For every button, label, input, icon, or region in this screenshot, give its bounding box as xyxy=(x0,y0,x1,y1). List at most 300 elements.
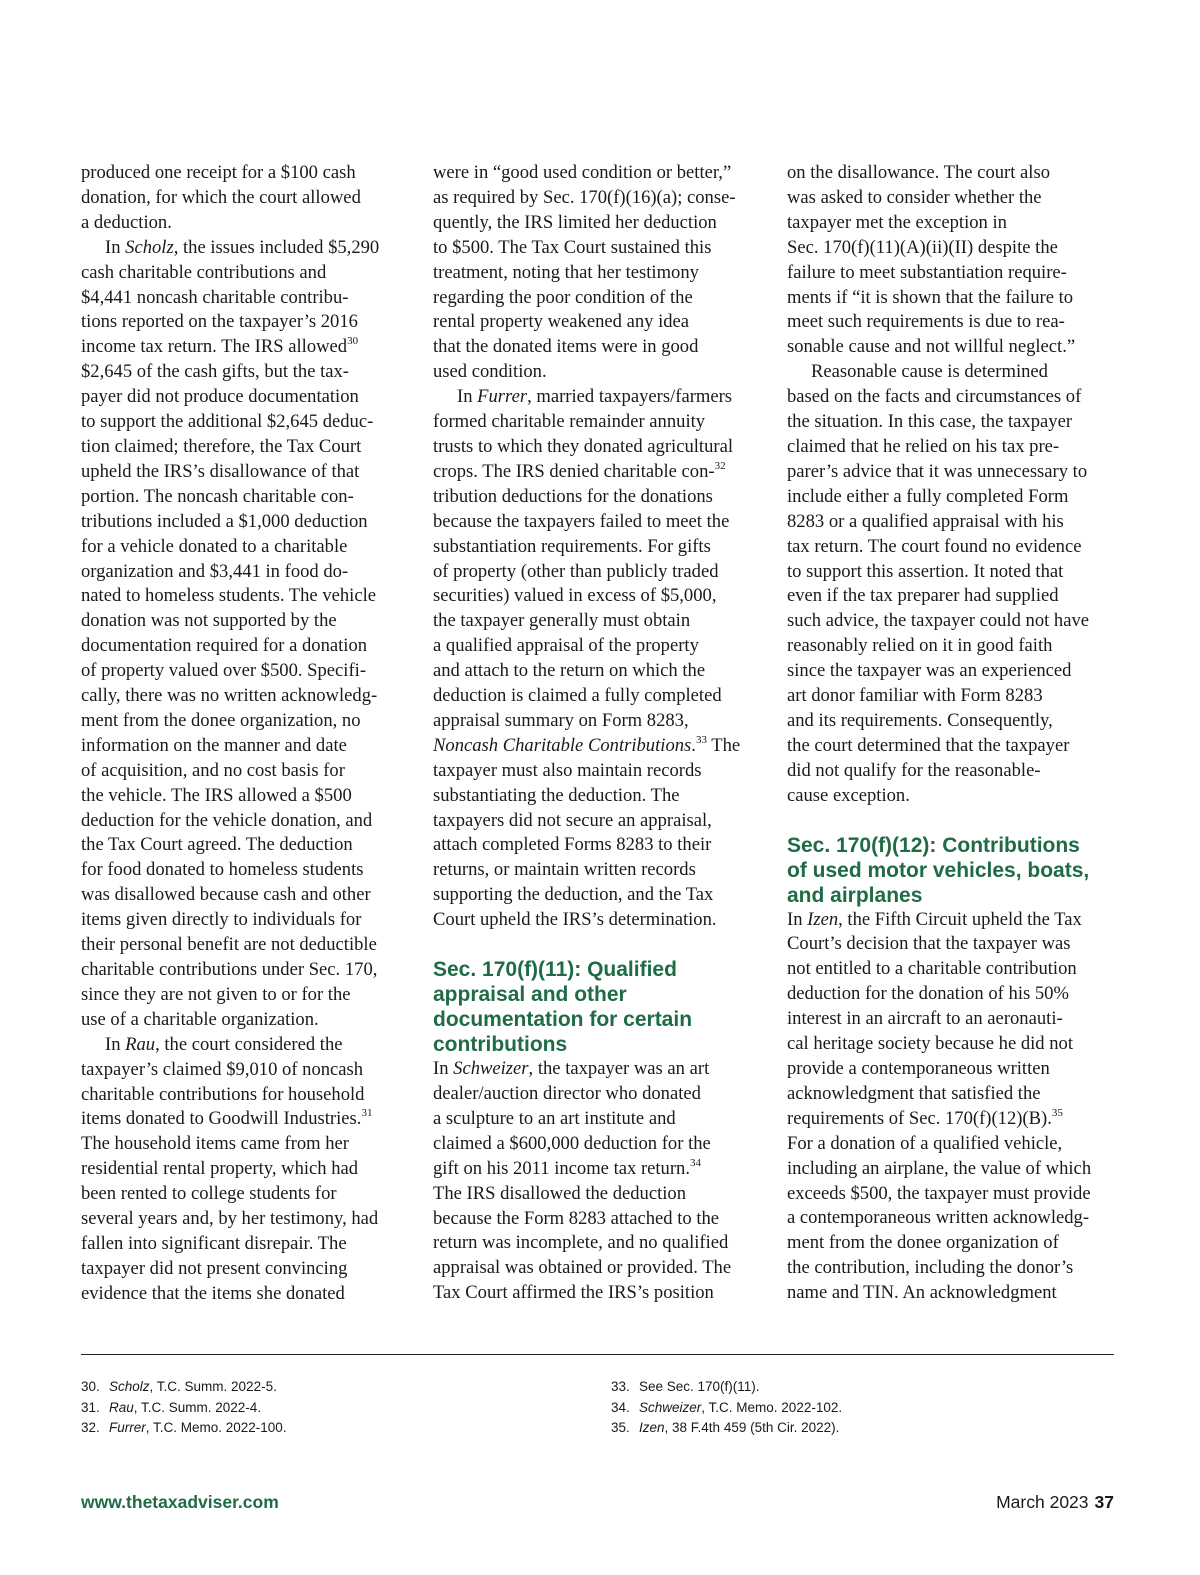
footnote-number: 32. xyxy=(81,1420,100,1435)
text-segment: even if the tax preparer had supplied xyxy=(787,585,1059,607)
text-line xyxy=(433,883,763,908)
text-line xyxy=(81,809,409,834)
text-segment: regarding the poor condition of the xyxy=(433,286,693,308)
text-line xyxy=(81,584,409,609)
text-line xyxy=(81,1132,409,1157)
text-segment: In xyxy=(105,1033,126,1055)
text-segment: of property valued over $500. Specifi- xyxy=(81,660,367,682)
text-line xyxy=(81,659,409,684)
case-name: Schweizer xyxy=(453,1058,529,1080)
text-segment: including an airplane, the value of which xyxy=(787,1157,1092,1179)
text-segment: ment from the donee organization, no xyxy=(81,709,361,731)
text-segment: For a donation of a qualified vehicle, xyxy=(787,1132,1063,1154)
text-segment: reasonably relied on it in good faith xyxy=(787,635,1053,657)
text-line xyxy=(787,385,1117,410)
text-segment: substantiating the deduction. The xyxy=(433,784,680,806)
text-segment: several years and, by her testimony, had xyxy=(81,1208,379,1230)
text-segment: nated to homeless students. The vehicle xyxy=(81,585,377,607)
text-line xyxy=(81,286,409,311)
text-segment: since they are not given to or for the xyxy=(81,983,351,1005)
text-segment: payer did not produce documentation xyxy=(81,386,359,408)
text-segment: tributions included a $1,000 deduction xyxy=(81,510,368,532)
text-segment: residential rental property, which had xyxy=(81,1158,359,1180)
footnote-ref: 34 xyxy=(690,1156,701,1169)
text-line xyxy=(787,1256,1117,1281)
text-segment: substantiation requirements. For gifts xyxy=(433,535,711,557)
text-segment: taxpayers did not secure an appraisal, xyxy=(433,809,712,831)
footnote-ref: 33 xyxy=(695,733,707,746)
text-line xyxy=(787,1206,1117,1231)
text-segment: to support this assertion. It noted that xyxy=(787,560,1064,582)
text-segment: , the court considered the xyxy=(155,1033,343,1055)
text-segment: tribution deductions for the donations xyxy=(433,485,713,507)
text-segment: The IRS disallowed the deduction xyxy=(433,1182,687,1204)
text-segment: that the donated items were in good xyxy=(433,336,699,358)
text-line xyxy=(787,236,1117,261)
text-line xyxy=(433,460,763,485)
text-segment: deduction for the donation of his 50% xyxy=(787,983,1069,1005)
text-segment: the situation. In this case, the taxpayer xyxy=(787,411,1073,433)
text-segment: appraisal was obtained or provided. The xyxy=(433,1257,732,1279)
text-segment: Court upheld the IRS’s determination. xyxy=(433,909,717,931)
text-segment: were in “good used condition or better,” xyxy=(433,162,732,183)
footer-url-link[interactable]: www.thetaxadviser.com xyxy=(81,1492,279,1512)
footnote xyxy=(81,1418,561,1439)
text-segment: Reasonable cause is determined xyxy=(811,361,1048,383)
text-segment: since the taxpayer was an experienced xyxy=(787,660,1072,682)
text-line xyxy=(81,310,409,335)
text-segment: use of a charitable organization. xyxy=(81,1008,319,1030)
text-line xyxy=(433,684,763,709)
text-segment: , married taxpayers/farmers xyxy=(527,386,733,408)
text-line xyxy=(81,1008,409,1033)
text-segment: to support the additional $2,645 deduc- xyxy=(81,411,374,433)
text-segment: the vehicle. The IRS allowed a $500 xyxy=(81,784,352,806)
text-segment: the taxpayer generally must obtain xyxy=(433,610,691,632)
footnote-text: , T.C. Memo. 2022-100. xyxy=(145,1420,287,1435)
text-line xyxy=(433,485,763,510)
text-line xyxy=(81,1107,409,1132)
text-segment: a sculpture to an art institute and xyxy=(433,1107,676,1129)
text-line xyxy=(81,211,409,236)
text-line xyxy=(787,560,1117,585)
text-line xyxy=(81,1083,409,1108)
text-line xyxy=(81,634,409,659)
text-line xyxy=(81,410,409,435)
text-segment: Court’s decision that the taxpayer was xyxy=(787,933,1071,955)
footnote-ref: 32 xyxy=(714,459,726,472)
text-segment: deduction for the vehicle donation, and xyxy=(81,809,373,831)
section-heading-line: and airplanes xyxy=(787,883,923,907)
text-segment: treatment, noting that her testimony xyxy=(433,261,699,283)
text-segment: did not qualify for the reasonable- xyxy=(787,759,1041,781)
text-segment: securities) valued in excess of $5,000, xyxy=(433,585,717,607)
section-gap xyxy=(433,933,763,957)
text-line xyxy=(81,759,409,784)
text-line xyxy=(433,1132,763,1157)
case-name: Noncash Charitable Contributions xyxy=(433,734,692,756)
text-line xyxy=(81,734,409,759)
text-line xyxy=(81,1157,409,1182)
text-line xyxy=(433,1182,763,1207)
text-line xyxy=(81,1257,409,1282)
text-line xyxy=(81,1232,409,1257)
text-line xyxy=(433,809,763,834)
section-heading-line: documentation for certain xyxy=(433,1008,693,1032)
section-heading-line: Sec. 170(f)(11): Qualified xyxy=(433,958,677,982)
text-line xyxy=(433,510,763,535)
text-segment: of acquisition, and no cost basis for xyxy=(81,759,345,781)
text-segment: 8283 or a qualified appraisal with his xyxy=(787,510,1064,532)
text-line xyxy=(787,485,1117,510)
text-segment: . xyxy=(691,734,696,756)
section-gap xyxy=(787,809,1117,833)
text-segment: claimed that he relied on his tax pre- xyxy=(787,435,1060,457)
text-segment: quently, the IRS limited her deduction xyxy=(433,211,717,233)
text-line xyxy=(787,1032,1117,1057)
text-segment: for a vehicle donated to a charitable xyxy=(81,535,348,557)
text-line xyxy=(81,485,409,510)
text-line xyxy=(433,734,763,759)
text-segment: taxpayer must also maintain records xyxy=(433,759,702,781)
text-line xyxy=(787,410,1117,435)
case-name: Furrer xyxy=(477,386,528,408)
text-segment: $2,645 of the cash gifts, but the tax- xyxy=(81,361,350,383)
text-segment: of property (other than publicly traded xyxy=(433,560,719,582)
text-segment: tions reported on the taxpayer’s 2016 xyxy=(81,311,358,333)
text-segment: a contemporaneous written acknowledg- xyxy=(787,1207,1090,1229)
text-segment: for food donated to homeless students xyxy=(81,859,364,881)
footnote-text: , T.C. Summ. 2022-5. xyxy=(149,1379,277,1394)
text-segment: on the disallowance. The court also xyxy=(787,162,1050,183)
text-segment: organization and $3,441 in food do- xyxy=(81,560,349,582)
text-line xyxy=(81,186,409,211)
text-segment: acknowledgment that satisfied the xyxy=(787,1082,1041,1104)
text-line xyxy=(433,709,763,734)
body-column-1 xyxy=(81,161,409,1307)
text-line xyxy=(433,1231,763,1256)
text-segment: In xyxy=(787,908,808,930)
footnote xyxy=(611,1418,1091,1439)
footnote-case-name: Izen xyxy=(639,1420,665,1435)
text-line xyxy=(81,933,409,958)
text-segment: , the taxpayer was an art xyxy=(528,1058,710,1080)
text-segment: return was incomplete, and no qualified xyxy=(433,1232,729,1254)
text-line xyxy=(787,1107,1117,1132)
text-segment: provide a contemporaneous written xyxy=(787,1058,1050,1079)
text-line xyxy=(81,1058,409,1083)
text-line xyxy=(787,1057,1117,1082)
text-line xyxy=(787,1132,1117,1157)
text-line xyxy=(787,1231,1117,1256)
text-line xyxy=(81,360,409,385)
footnote xyxy=(611,1377,1091,1398)
text-segment: requirements of Sec. 170(f)(12)(B). xyxy=(787,1107,1052,1129)
text-line xyxy=(81,261,409,286)
text-line xyxy=(433,410,763,435)
text-segment: crops. xyxy=(433,460,478,482)
footnote-number: 33. xyxy=(611,1379,630,1394)
text-line xyxy=(787,957,1117,982)
text-segment: exceeds $500, the taxpayer must provide xyxy=(787,1182,1091,1204)
text-line xyxy=(787,286,1117,311)
text-line xyxy=(787,211,1117,236)
text-segment: art donor familiar with Form 8283 xyxy=(787,685,1043,707)
footnote-case-name: Rau xyxy=(109,1399,134,1415)
section-heading-line: Sec. 170(f)(12): Contributions xyxy=(787,833,1080,857)
text-segment: and attach to the return on which the xyxy=(433,660,706,682)
text-line xyxy=(433,360,763,385)
text-segment: dealer/auction director who donated xyxy=(433,1083,701,1104)
text-line xyxy=(81,684,409,709)
text-segment: trusts to which they donated agricultural xyxy=(433,435,734,457)
footnote-ref: 35 xyxy=(1051,1106,1063,1119)
text-segment: evidence that the items she donated xyxy=(81,1282,345,1304)
body-column-3 xyxy=(787,161,1117,1306)
text-segment: In xyxy=(105,236,126,258)
text-line xyxy=(787,634,1117,659)
text-line xyxy=(81,510,409,535)
body-column-2 xyxy=(433,161,763,1306)
footnote-case-name: Scholz xyxy=(109,1379,150,1394)
footnote-number: 34. xyxy=(611,1399,630,1415)
text-line xyxy=(433,1107,763,1132)
text-line xyxy=(81,161,409,186)
text-line xyxy=(433,1207,763,1232)
text-segment: The IRS denied charitable con- xyxy=(477,460,715,482)
text-line xyxy=(787,982,1117,1007)
text-line xyxy=(787,734,1117,759)
text-line xyxy=(787,261,1117,286)
footnote-text: See Sec. 170(f)(11). xyxy=(639,1379,760,1394)
text-segment: ments if “it is shown that the failure to xyxy=(787,286,1074,308)
text-segment: taxpayer did not present convincing xyxy=(81,1257,348,1279)
case-name: Izen xyxy=(807,908,839,930)
text-line xyxy=(787,161,1117,186)
text-line xyxy=(433,560,763,585)
text-line xyxy=(81,908,409,933)
text-segment: appraisal summary on Form 8283, xyxy=(433,709,689,731)
text-segment: supporting the deduction, and the Tax xyxy=(433,884,714,906)
text-segment: Tax Court affirmed the IRS’s position xyxy=(433,1282,714,1304)
text-segment: because the taxpayers failed to meet the xyxy=(433,510,730,532)
text-segment: upheld the IRS’s disallowance of that xyxy=(81,460,360,482)
text-segment: a qualified appraisal of the property xyxy=(433,635,699,657)
text-line xyxy=(787,1281,1117,1306)
text-line xyxy=(433,310,763,335)
text-line xyxy=(787,584,1117,609)
text-line xyxy=(433,435,763,460)
text-segment: parer’s advice that it was unnecessary to xyxy=(787,460,1088,482)
footer-date: March 2023 xyxy=(996,1492,1089,1512)
text-segment: fallen into significant disrepair. The xyxy=(81,1232,347,1254)
footnotes-right xyxy=(611,1377,1091,1439)
text-line xyxy=(433,286,763,311)
text-segment: donation was not supported by the xyxy=(81,610,337,632)
text-segment: ment from the donee organization of xyxy=(787,1232,1059,1254)
text-segment: taxpayer met the exception in xyxy=(787,211,1007,233)
footnote-rule xyxy=(81,1354,1114,1355)
text-line xyxy=(787,510,1117,535)
text-segment: and its requirements. Consequently, xyxy=(787,709,1053,731)
text-segment: the Tax Court agreed. The deduction xyxy=(81,834,353,856)
text-line xyxy=(787,310,1117,335)
text-segment: gift on his 2011 income tax return. xyxy=(433,1157,690,1179)
text-line xyxy=(787,335,1117,360)
text-segment: taxpayer’s claimed $9,010 of noncash xyxy=(81,1058,364,1080)
text-line xyxy=(433,908,763,933)
text-segment: produced one receipt for a $100 cash xyxy=(81,162,356,183)
text-line xyxy=(433,634,763,659)
text-segment: meet such requirements is due to rea- xyxy=(787,311,1065,333)
text-segment: In xyxy=(457,386,478,408)
text-line xyxy=(433,236,763,261)
text-segment: include either a fully completed Form xyxy=(787,485,1069,507)
footnote-number: 35. xyxy=(611,1420,630,1435)
text-segment: returns, or maintain written records xyxy=(433,859,696,881)
footnotes-left xyxy=(81,1377,561,1439)
text-segment: failure to meet substantiation require- xyxy=(787,261,1067,283)
text-segment: because the Form 8283 attached to the xyxy=(433,1207,720,1229)
text-line xyxy=(433,833,763,858)
text-segment: charitable contributions under Sec. 170, xyxy=(81,959,378,980)
text-line xyxy=(787,709,1117,734)
footnote xyxy=(81,1398,561,1419)
text-line xyxy=(787,932,1117,957)
text-segment: interest in an aircraft to an aeronauti- xyxy=(787,1008,1063,1030)
text-line xyxy=(81,1207,409,1232)
text-segment: sonable cause and not willful neglect.” xyxy=(787,336,1076,358)
text-line xyxy=(81,435,409,460)
text-line xyxy=(433,1256,763,1281)
text-segment: tion claimed; therefore, the Tax Court xyxy=(81,435,362,457)
text-line xyxy=(433,609,763,634)
footnote-number: 30. xyxy=(81,1379,100,1394)
text-segment: used condition. xyxy=(433,361,547,383)
text-line xyxy=(433,1082,763,1107)
footnote-ref: 30 xyxy=(347,335,359,348)
text-segment: The household items came from her xyxy=(81,1133,349,1155)
text-line xyxy=(433,335,763,360)
text-segment: The xyxy=(706,734,741,756)
text-segment: , the issues included $5,290 xyxy=(173,236,380,258)
text-line xyxy=(433,659,763,684)
text-line xyxy=(433,535,763,560)
text-segment: Sec. 170(f)(11)(A)(ii)(II) despite the xyxy=(787,236,1058,258)
text-line xyxy=(81,1033,409,1058)
text-segment: portion. The noncash charitable con- xyxy=(81,485,354,507)
case-name: Scholz xyxy=(125,236,174,258)
text-segment: tax return. The court found no evidence xyxy=(787,535,1082,557)
text-segment: The IRS allowed xyxy=(216,336,348,358)
text-segment: not entitled to a charitable contribution xyxy=(787,958,1077,980)
footnote-text: , T.C. Memo. 2022-102. xyxy=(701,1399,843,1415)
page-number: 37 xyxy=(1094,1492,1114,1512)
text-line xyxy=(81,609,409,634)
text-segment: was disallowed because cash and other xyxy=(81,884,371,906)
text-line xyxy=(81,784,409,809)
text-line xyxy=(81,535,409,560)
text-segment: deduction is claimed a fully completed xyxy=(433,685,722,707)
section-heading-line: contributions xyxy=(433,1033,568,1057)
text-segment: cash charitable contributions and xyxy=(81,261,327,283)
text-segment: donation, for which the court allowed xyxy=(81,186,361,208)
section-heading-line: of used motor vehicles, boats, xyxy=(787,858,1090,882)
text-segment: items donated to Goodwill Industries. xyxy=(81,1108,362,1130)
text-line xyxy=(81,709,409,734)
text-segment: name and TIN. An acknowledgment xyxy=(787,1282,1057,1304)
text-segment: was asked to consider whether the xyxy=(787,186,1042,208)
text-segment: the court determined that the taxpayer xyxy=(787,734,1070,756)
text-line xyxy=(81,983,409,1008)
text-line xyxy=(433,1281,763,1306)
text-line xyxy=(81,1182,409,1207)
text-line xyxy=(81,460,409,485)
text-line xyxy=(433,1057,763,1082)
text-line xyxy=(433,186,763,211)
footnote-text: , T.C. Summ. 2022-4. xyxy=(133,1399,262,1415)
text-line xyxy=(433,784,763,809)
text-line xyxy=(433,1157,763,1182)
text-segment: cal heritage society because he did not xyxy=(787,1033,1074,1055)
text-line xyxy=(433,759,763,784)
text-line xyxy=(81,833,409,858)
text-segment: information on the manner and date xyxy=(81,734,347,756)
text-segment: items given directly to individuals for xyxy=(81,909,362,931)
text-line xyxy=(433,261,763,286)
text-line xyxy=(787,609,1117,634)
text-segment: a deduction. xyxy=(81,211,172,233)
text-line xyxy=(787,186,1117,211)
text-line xyxy=(81,858,409,883)
text-line xyxy=(81,883,409,908)
text-segment: formed charitable remainder annuity xyxy=(433,411,706,433)
text-line xyxy=(787,759,1117,784)
text-line xyxy=(81,1282,409,1307)
text-line xyxy=(433,858,763,883)
footnote xyxy=(611,1398,1091,1419)
text-line xyxy=(81,236,409,261)
footnote xyxy=(81,1377,561,1398)
text-segment: claimed a $600,000 deduction for the xyxy=(433,1132,711,1154)
case-name: Rau xyxy=(125,1033,156,1055)
text-line xyxy=(787,784,1117,809)
text-line xyxy=(787,659,1117,684)
text-line xyxy=(81,958,409,983)
text-segment: been rented to college students for xyxy=(81,1183,337,1205)
footnote-case-name: Schweizer xyxy=(639,1399,702,1415)
text-line xyxy=(81,385,409,410)
text-line xyxy=(787,360,1117,385)
text-line xyxy=(787,1082,1117,1107)
text-line xyxy=(433,161,763,186)
text-line xyxy=(81,335,409,360)
text-segment: cause exception. xyxy=(787,784,910,806)
text-segment: to $500. The Tax Court sustained this xyxy=(433,236,712,258)
text-line xyxy=(81,560,409,585)
text-segment: documentation required for a donation xyxy=(81,635,368,657)
text-segment: , the Fifth Circuit upheld the Tax xyxy=(838,908,1082,930)
text-line xyxy=(433,385,763,410)
text-segment: based on the facts and circumstances of xyxy=(787,386,1082,408)
footnote-ref: 31 xyxy=(361,1107,373,1120)
text-line xyxy=(787,460,1117,485)
text-line xyxy=(433,584,763,609)
text-line xyxy=(787,1007,1117,1032)
text-segment: their personal benefit are not deductible xyxy=(81,934,377,956)
footnote-number: 31. xyxy=(81,1399,100,1415)
footnote-text: , 38 F.4th 459 (5th Cir. 2022). xyxy=(664,1420,840,1435)
